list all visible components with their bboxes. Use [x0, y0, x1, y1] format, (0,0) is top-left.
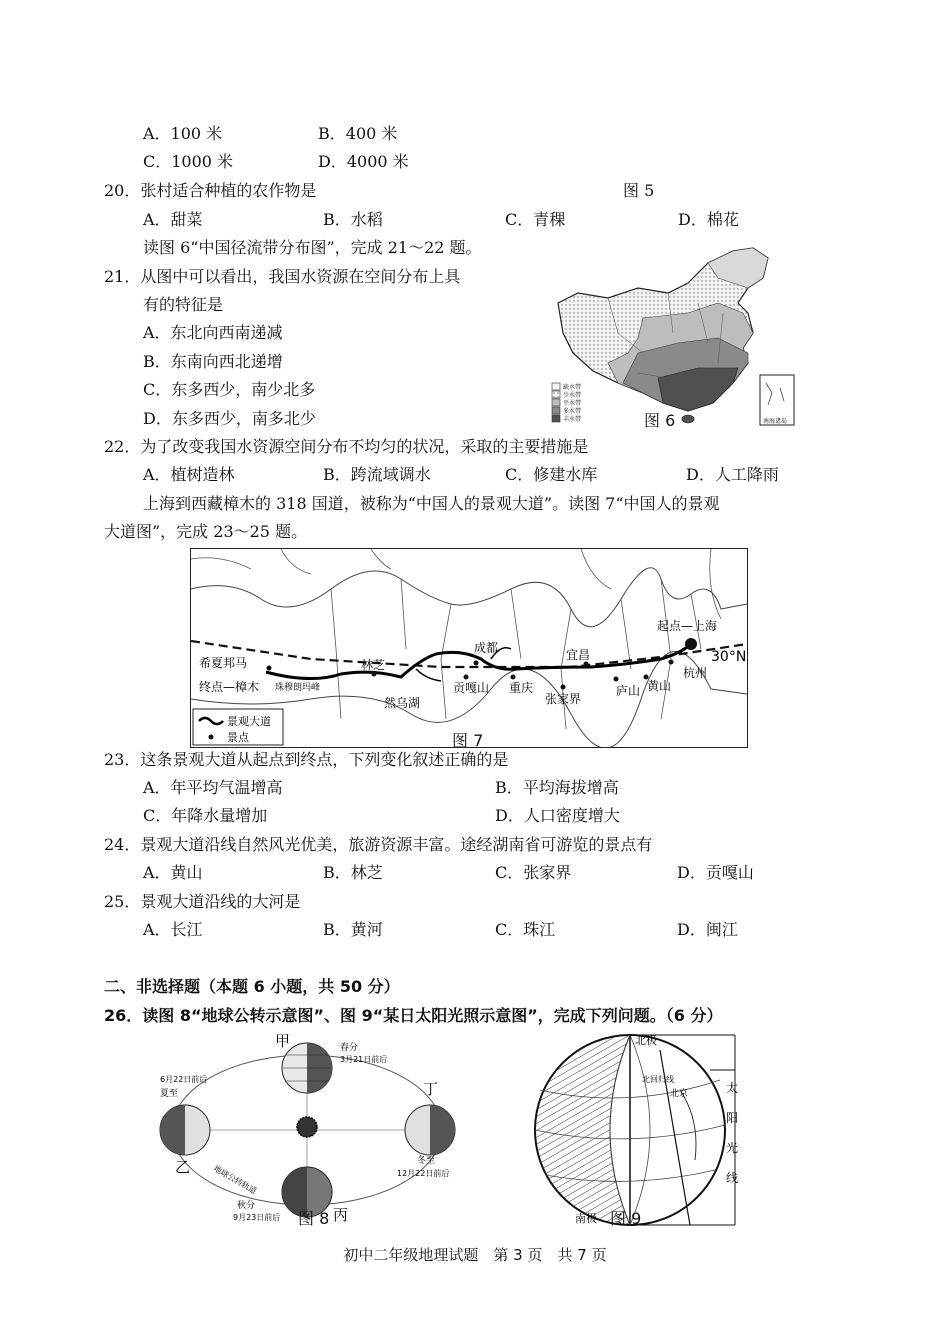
end-label: 终点—樟木 [199, 680, 260, 694]
place-xixia: 希夏邦马 [199, 656, 248, 670]
option-d: D．棉花 [678, 210, 739, 229]
label-yi: 乙 [175, 1158, 191, 1176]
label-orbit: 地球公转轨道 [212, 1163, 259, 1196]
sun-light-char: 线 [726, 1171, 739, 1185]
place-ranwu: 然乌湖 [384, 696, 421, 710]
figure-7-scenic-road-map [190, 548, 748, 748]
question-21-stem: 21．从图中可以看出，我国水资源在空间分布上具 [104, 267, 461, 286]
option-a: A．年平均气温增高 [143, 778, 283, 797]
option-c: C．修建水库 [505, 465, 598, 484]
label-south-pole: 南极 [575, 1212, 597, 1225]
question-22-stem: 22．为了改变我国水资源空间分布不均匀的状况，采取的主要措施是 [104, 437, 589, 456]
reading-passage-cont: 大道图”，完成 23～25 题。 [104, 522, 308, 541]
place-lushan: 庐山 [616, 684, 641, 698]
question-24-stem: 24．景观大道沿线自然风光优美，旅游资源丰富。途经湖南省可游览的景点有 [104, 835, 653, 854]
question-21-stem-cont: 有的特征是 [143, 295, 224, 314]
option-c: C．东多西少，南少北多 [143, 380, 316, 399]
option-d: D．4000 米 [318, 152, 409, 171]
label-qiufen-date: 9月23日前后 [233, 1213, 281, 1222]
legend-road: 景观大道 [227, 715, 271, 728]
option-d: D．人工降雨 [686, 465, 779, 484]
question-26-stem: 26．读图 8“地球公转示意图”、图 9“某日太阳光照示意图”，完成下列问题。（6 分） [104, 1006, 723, 1025]
figure-8-label: 图 8 [298, 1209, 330, 1228]
legend-item: 缺水带 [563, 384, 582, 391]
option-a: A．甜菜 [143, 210, 203, 229]
legend-item: 多水带 [563, 408, 582, 415]
option-b: B．水稻 [323, 210, 383, 229]
label-dongzhi-date: 12月22日前后 [397, 1169, 450, 1178]
option-b: B．黄河 [323, 920, 383, 939]
figure-6-label: 图 6 [644, 411, 676, 430]
figure-9-sunlight-diagram [530, 1030, 745, 1230]
place-hangzhou: 杭州 [683, 666, 708, 680]
label-qiufen: 秋分 [237, 1201, 256, 1211]
place-chongqing: 重庆 [509, 681, 534, 695]
option-b: B．东南向西北递增 [143, 352, 283, 371]
option-d: D．人口密度增大 [495, 806, 620, 825]
label-xiazhi-date: 6月22日前后 [160, 1075, 208, 1084]
question-25-stem: 25．景观大道沿线的大河是 [104, 892, 301, 911]
figure-7-label: 图 7 [452, 731, 484, 750]
option-d: D．贡嘎山 [677, 863, 754, 882]
label-xiazhi: 夏至 [160, 1089, 179, 1099]
figure-6-runoff-map [548, 243, 798, 429]
reading-passage: 上海到西藏樟木的 318 国道，被称为“中国人的景观大道”。读图 7“中国人的景观 [143, 494, 720, 513]
option-a: A．长江 [143, 920, 203, 939]
option-b: B．林芝 [323, 863, 383, 882]
place-linzhi: 林芝 [361, 658, 386, 672]
legend-item: 平水带 [563, 400, 582, 407]
start-label: 起点—上海 [657, 619, 718, 633]
page-footer: 初中二年级地理试题 第 3 页 共 7 页 [343, 1246, 607, 1264]
question-20-stem: 20．张村适合种植的农作物是 [104, 181, 317, 200]
option-b: B．跨流域调水 [323, 465, 431, 484]
legend-spot: 景点 [227, 731, 249, 744]
place-huangshan: 黄山 [647, 679, 672, 693]
sun-light-char: 光 [726, 1141, 739, 1155]
legend-item: 丰水带 [563, 416, 582, 423]
label-beijing: 北京 [670, 1089, 689, 1099]
option-a: A．100 米 [143, 124, 223, 143]
label-jia: 甲 [275, 1032, 291, 1050]
sun-light-char: 阳 [726, 1111, 739, 1125]
reading-instruction: 读图 6“中国径流带分布图”，完成 21～22 题。 [143, 238, 482, 257]
place-everest: 珠穆朗玛峰 [275, 683, 321, 693]
option-b: B．平均海拔增高 [495, 778, 619, 797]
label-dongzhi: 冬至 [417, 1156, 436, 1166]
option-c: C．珠江 [495, 920, 556, 939]
label-arctic: 北回归线 [642, 1075, 674, 1084]
label-ding: 丁 [423, 1080, 439, 1098]
label-bing: 丙 [333, 1206, 349, 1224]
option-c: C．张家界 [495, 863, 572, 882]
label-chunfen-date: 3月21日前后 [340, 1055, 388, 1064]
question-23-stem: 23．这条景观大道从起点到终点，下列变化叙述正确的是 [104, 750, 509, 769]
place-zhangjiajie: 张家界 [545, 692, 582, 706]
sun-light-char: 太 [726, 1081, 739, 1095]
label-north-pole: 北极 [635, 1034, 657, 1047]
figure-5-label: 图 5 [623, 181, 655, 200]
option-c: C．青稞 [505, 210, 566, 229]
place-gongga: 贡嘎山 [453, 681, 490, 695]
option-b: B．400 米 [318, 124, 398, 143]
legend-item: 少水带 [563, 392, 582, 399]
place-yichang: 宜昌 [566, 648, 591, 662]
place-chengdu: 成都 [474, 641, 499, 655]
section-heading: 二、非选择题（本题 6 小题，共 50 分） [104, 977, 400, 996]
figure-8-revolution-diagram [155, 1030, 465, 1230]
option-c: C．1000 米 [143, 152, 234, 171]
figure-9-label: 图 9 [610, 1209, 642, 1228]
inset-label: 南海诸岛 [763, 418, 788, 425]
option-a: A．植树造林 [143, 465, 235, 484]
label-chunfen: 春分 [340, 1043, 359, 1053]
option-a: A．黄山 [143, 863, 203, 882]
option-d: D．闽江 [677, 920, 738, 939]
option-a: A．东北向西南递减 [143, 323, 283, 342]
option-d: D．东多西少，南多北少 [143, 409, 316, 428]
option-c: C．年降水量增加 [143, 806, 268, 825]
latitude-label: 30°N [711, 649, 747, 665]
